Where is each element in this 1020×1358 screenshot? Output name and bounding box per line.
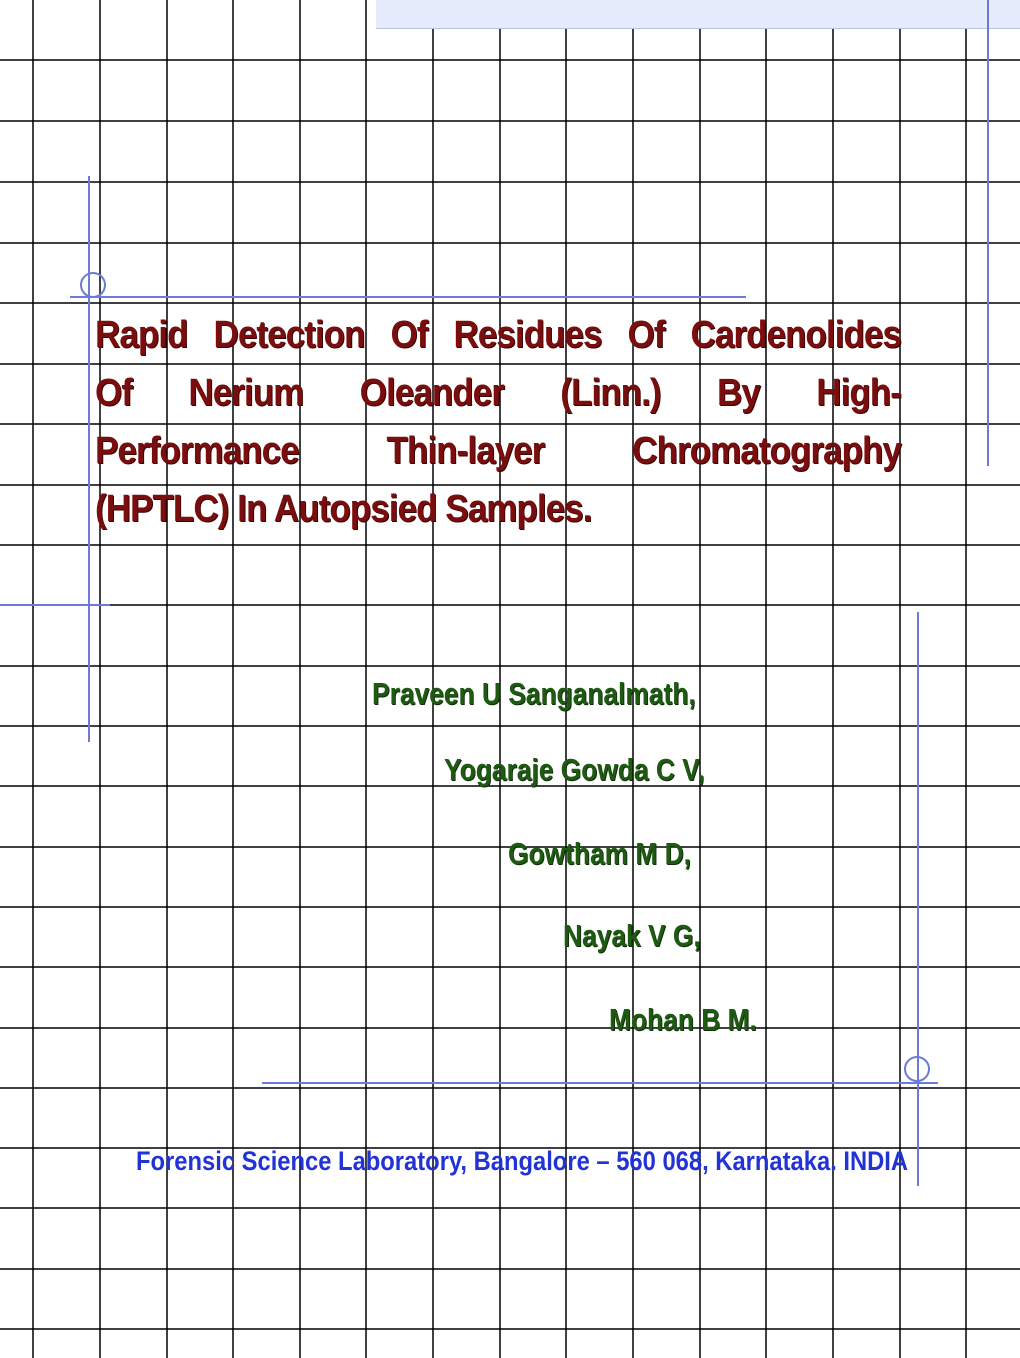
author-5: Mohan B M. (609, 1002, 757, 1037)
accent-line-top-horizontal (70, 296, 746, 298)
corner-highlight-box (376, 0, 1020, 29)
author-4: Nayak V G, (563, 918, 701, 953)
title-line-2: Of Nerium Oleander (Linn.) By High- (95, 372, 901, 414)
title-line-3: Performance Thin-layer Chromatography (95, 430, 901, 472)
document-title (95, 306, 901, 538)
affiliation-text: Forensic Science Laboratory, Bangalore – 560 068, Karnataka. INDIA (136, 1146, 909, 1176)
binder-ring-bottom-right (904, 1056, 930, 1082)
author-3: Gowtham M D, (508, 836, 691, 871)
accent-line-bottom-horizontal (262, 1082, 938, 1084)
title-line-1: Rapid Detection Of Residues Of Cardenolides (95, 314, 901, 356)
title-line-4: (HPTLC) In Autopsied Samples. (95, 488, 592, 530)
binder-ring-top-left (80, 272, 106, 298)
accent-line-left-horizontal (0, 604, 110, 606)
accent-line-right-lower-vertical (917, 612, 919, 1186)
author-2: Yogaraje Gowda C V, (444, 752, 705, 787)
author-1: Praveen U Sanganalmath, (372, 676, 696, 711)
accent-line-left-vertical (88, 176, 90, 742)
accent-line-right-vertical (987, 0, 989, 466)
